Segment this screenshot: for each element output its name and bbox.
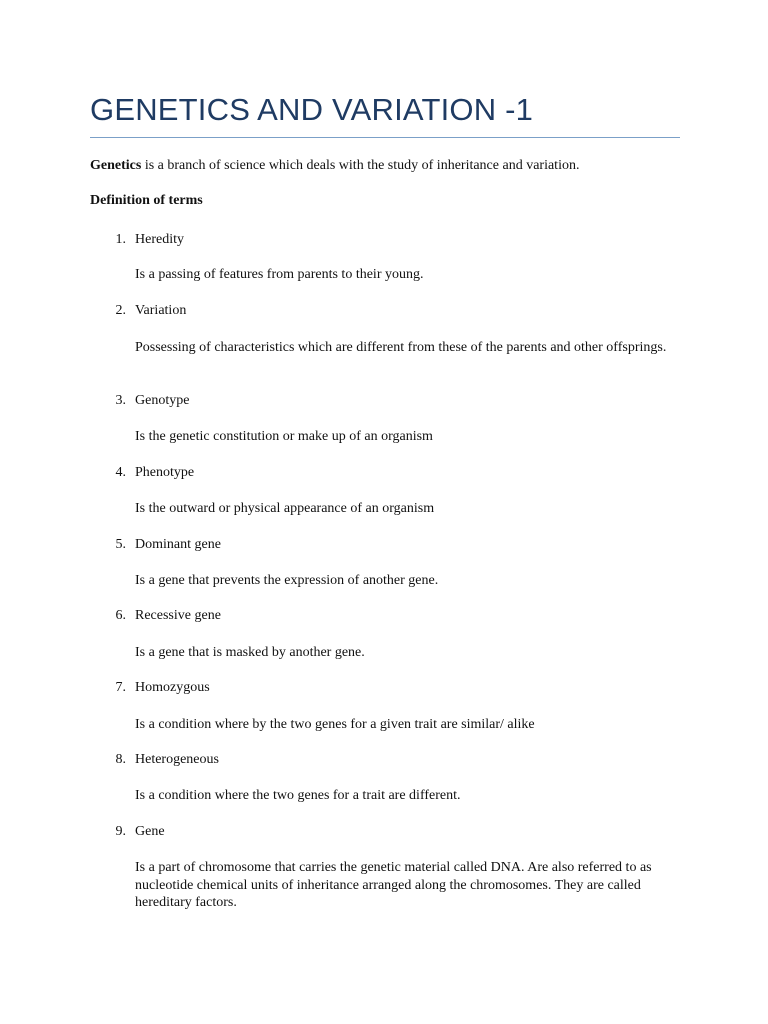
term-name: Heredity [135, 232, 184, 247]
term-number: 9. [115, 824, 126, 839]
term-number: 1. [115, 232, 126, 247]
definitions-heading: Definition of terms [90, 193, 203, 208]
term-number: 8. [115, 752, 126, 767]
term-name: Dominant gene [135, 537, 221, 552]
term-name: Recessive gene [135, 608, 221, 623]
term-name: Phenotype [135, 465, 195, 480]
intro-paragraph [90, 157, 690, 175]
term-number: 7. [115, 680, 126, 695]
term-number: 2. [115, 303, 126, 318]
term-description: Is a gene that prevents the expression of another gene. [135, 573, 439, 588]
term-name: Variation [135, 303, 187, 318]
term-name: Heterogeneous [135, 752, 219, 767]
term-name: Gene [135, 824, 165, 839]
term-name: Homozygous [135, 680, 210, 695]
term-description: Is a condition where the two genes for a trait are different. [135, 788, 461, 803]
page-title: GENETICS AND VARIATION -1 [90, 92, 534, 127]
term-description: Is a passing of features from parents to their young. [135, 267, 424, 282]
term-name: Genotype [135, 393, 190, 408]
term-number: 3. [115, 393, 126, 408]
intro-keyword: Genetics [90, 158, 142, 173]
term-description: Is a condition where by the two genes for a given trait are similar/ alike [135, 717, 535, 732]
term-description: Is a part of chromosome that carries the genetic material called DNA. Are also referred to as nucleotide chemical units of inheritance arranged along the chromosomes. They are called hereditary factors. [135, 860, 652, 910]
title-underline [90, 137, 680, 138]
term-description: Is the genetic constitution or make up of an organism [135, 429, 433, 444]
term-description: Possessing of characteristics which are different from these of the parents and other offsprings. [135, 340, 667, 355]
term-description: Is the outward or physical appearance of an organism [135, 501, 435, 516]
term-number: 5. [115, 537, 126, 552]
term-description: Is a gene that is masked by another gene. [135, 645, 365, 660]
term-number: 4. [115, 465, 126, 480]
term-number: 6. [115, 608, 126, 623]
intro-text: is a branch of science which deals with the study of inheritance and variation. [141, 158, 580, 173]
